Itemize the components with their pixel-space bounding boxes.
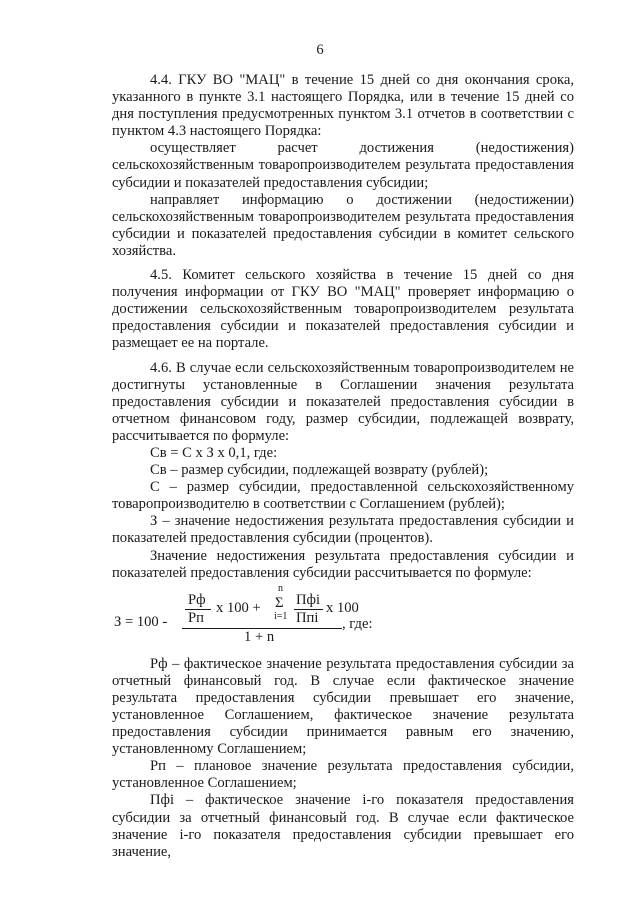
formula-times-100: х 100 [326,599,359,616]
formula-lhs: З = 100 - [114,613,168,630]
definition-pfi: Пфi – фактическое значение i-го показателя предоставления субсидии за отчетный финансовый год. В случае если фактическое значение i-го показателя предоставления субсидии превышает его значение, [112,792,574,860]
formula-pp: Ппi [296,609,319,626]
formula-pf: Пфi [296,591,321,608]
definition-rf: Рф – фактическое значение результата предоставления субсидии за отчетный финансовый год. В случае если фактическое значение результата предоставления субсидии превышает его значение, установленное Соглашением, фактическое значение результата предоставления субсидии принимается равным его значению, установленному Соглашением; [112,655,574,758]
formula-sigma: Σ [275,594,284,611]
page-number: 6 [316,42,324,58]
formula-sum-top: n [278,582,283,594]
definition-s: С – размер субсидии, предоставленной сельскохозяйственному товаропроизводителю в соответствии с Соглашением (рублей); [112,479,574,513]
paragraph-information: направляет информацию о достижении (недостижении) сельскохозяйственным товаропроизводителем результата предоставления субсидии и показателей предоставления субсидии в комитет сельского хозяйства. [112,191,574,259]
formula-denominator: 1 + n [244,628,275,645]
definition-rp: Рп – плановое значение результата предоставления субсидии, установленное Соглашением; [112,758,574,792]
formula-rf: Рф [188,591,206,608]
paragraph-calculation: осуществляет расчет достижения (недостижения) сельскохозяйственным товаропроизводителем результата предоставления субсидии и показателей предоставления субсидии; [112,140,574,191]
formula-sum-bottom: i=1 [274,610,288,622]
formula-times-100-plus: х 100 + [216,599,261,616]
formula-tail: , где: [342,615,373,632]
paragraph-4-4: 4.4. ГКУ ВО "МАЦ" в течение 15 дней со дня окончания срока, указанного в пункте 3.1 настоящего Порядка, или в течение 15 дней со дня поступления предусмотренных пунктом 3.1 отчетов в соответствии с пунктом 4.3 настоящего Порядка: [112,72,574,140]
paragraph-4-5: 4.5. Комитет сельского хозяйства в течение 15 дней со дня получения информации от ГКУ ВО "МАЦ" проверяет информацию о достижении сельскохозяйственным товаропроизводителем результата предоставления субсидии и показателей предоставления субсидии и размещает ее на портале. [112,267,574,352]
paragraph-non-achievement: Значение недостижения результата предоставления субсидии и показателей предоставления субсидии рассчитывается по формуле: [112,547,574,581]
formula-rp: Рп [188,609,204,626]
formula-non-achievement [112,582,574,648]
paragraph-4-6: 4.6. В случае если сельскохозяйственным товаропроизводителем не достигнуты установленные в Соглашении значения результата предоставления субсидии и показателей предоставления субсидии в отчетном финансовом году, размер субсидии, подлежащей возврату, рассчитывается по формуле: [112,359,574,444]
definition-sv: Св – размер субсидии, подлежащей возврату (рублей); [150,462,489,479]
document-body [112,72,574,861]
definition-z: З – значение недостижения результата предоставления субсидии и показателей предоставления субсидии (процентов). [112,513,574,547]
formula-refund: Св = С х З х 0,1, где: [150,444,278,461]
